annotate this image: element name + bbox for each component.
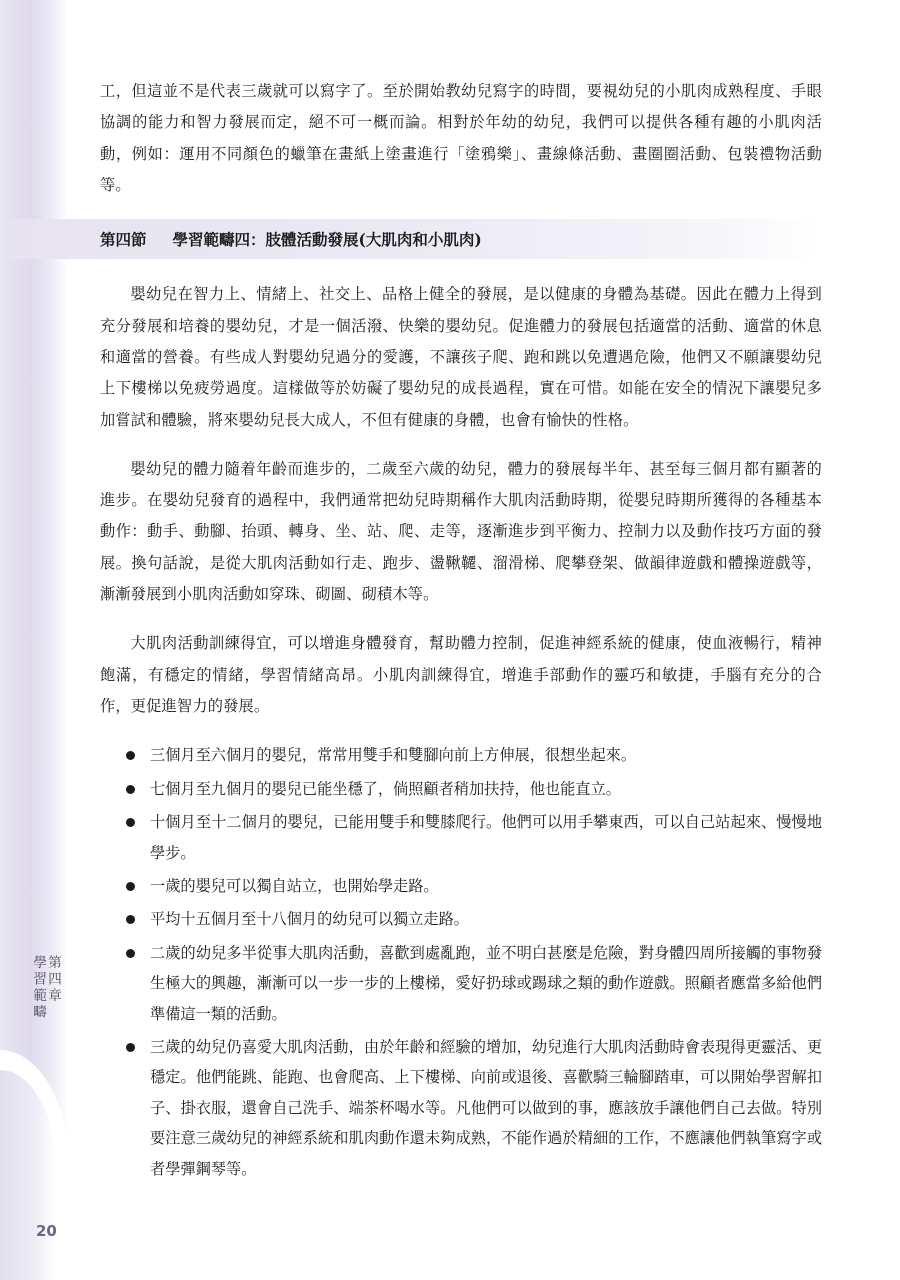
list-item (124, 740, 822, 770)
bullet-dot-icon (126, 785, 135, 794)
bullet-dot-icon (126, 1043, 135, 1052)
intro-paragraph: 工，但這並不是代表三歲就可以寫字了。至於開始教幼兒寫字的時間，要視幼兒的小肌肉成熟程度、手眼協調的能力和智力發展而定，絕不可一概而論。相對於年幼的幼兒，我們可以提供各種有趣的小肌肉活動，例如：運用不同顏色的蠟筆在畫紙上塗畫進行「塗鴉樂」、畫線條活動、畫圈圈活動、包裝禮物活動等。 (100, 82, 822, 194)
list-item (124, 774, 822, 804)
list-item (124, 904, 822, 934)
side-band-curve (0, 1050, 68, 1280)
body-paragraph-3: 大肌肉活動訓練得宜，可以增進身體發育，幫助體力控制，促進神經系統的健康，使血液暢行，精神飽滿，有穩定的情緒，學習情緒高昂。小肌肉訓練得宜，增進手部動作的靈巧和敏捷，手腦有充分的合作，更促進智力的發展。 (100, 634, 822, 715)
section-tag: 第四節 (100, 230, 147, 250)
list-item (124, 938, 822, 1029)
side-band-curve-inner (0, 1070, 56, 1280)
bullet-dot-icon (126, 949, 135, 958)
bullet-dot-icon (126, 915, 135, 924)
list-item-text: 二歲的幼兒多半從事大肌肉活動，喜歡到處亂跑，並不明白甚麼是危險，對身體四周所接觸的事物發生極大的興趣，漸漸可以一步一步的上樓梯，愛好扔球或踢球之類的動作遊戲。照顧者應當多給他們準備這一類的活動。 (150, 943, 822, 1023)
page-number: 20 (36, 1222, 57, 1240)
list-item (124, 871, 822, 901)
list-item-text: 平均十五個月至十八個月的幼兒可以獨立走路。 (150, 910, 469, 929)
list-item-text: 一歲的嬰兒可以獨自站立，也開始學走路。 (150, 876, 439, 895)
chapter-vertical-top: 第四章 (45, 955, 61, 1005)
chapter-vertical-bottom: 學習範疇 (30, 955, 47, 1021)
list-item-text: 三歲的幼兒仍喜愛大肌肉活動，由於年齡和經驗的增加，幼兒進行大肌肉活動時會表現得更靈活、更穩定。他們能跳、能跑、也會爬高、上下樓梯、向前或退後、喜歡騎三輪腳踏車，可以開始學習解扣子、掛衣服，還會自己洗手、端茶杯喝水等。凡他們可以做到的事，應該放手讓他們自己去做。特別要注意三歲幼兒的神經系統和肌肉動作還未夠成熟，不能作過於精細的工作，不應讓他們執筆寫字或者學彈鋼琴等。 (150, 1037, 822, 1178)
chapter-vertical-label (30, 955, 61, 1021)
body-paragraph-2: 嬰幼兒的體力隨着年齡而進步的，二歲至六歲的幼兒，體力的發展每半年、甚至每三個月都有顯著的進步。在嬰幼兒發育的過程中，我們通常把幼兒時期稱作大肌肉活動時期，從嬰兒時期所獲得的各種基本動作：動手、動腳、抬頭、轉身、坐、站、爬、走等，逐漸進步到平衡力、控制力以及動作技巧方面的發展。換句話說，是從大肌肉活動如行走、跑步、盪鞦韆、溜滑梯、爬攀登架、做韻律遊戲和體操遊戲等，漸漸發展到小肌肉活動如穿珠、砌圖、砌積木等。 (100, 459, 822, 604)
bullet-dot-icon (126, 818, 135, 827)
list-item-text: 七個月至九個月的嬰兒已能坐穩了，倘照顧者稍加扶持，他也能直立。 (150, 779, 621, 798)
page-content (100, 76, 822, 1187)
list-item-text: 十個月至十二個月的嬰兒，已能用雙手和雙膝爬行。他們可以用手攀東西，可以自己站起來、慢慢地學步。 (150, 813, 822, 862)
section-title: 學習範疇四：肢體活動發展(大肌肉和小肌肉) (172, 230, 482, 250)
bullet-dot-icon (126, 882, 135, 891)
list-item-text: 三個月至六個月的嬰兒，常常用雙手和雙腳向前上方伸展，很想坐起來。 (150, 746, 636, 765)
section-header (8, 219, 822, 259)
list-item (124, 807, 822, 868)
bullet-dot-icon (126, 751, 135, 760)
list-item (124, 1032, 822, 1184)
body-paragraph-1: 嬰幼兒在智力上、情緒上、社交上、品格上健全的發展，是以健康的身體為基礎。因此在體力上得到充分發展和培養的嬰幼兒，才是一個活潑、快樂的嬰幼兒。促進體力的發展包括適當的活動、適當的休息和適當的營養。有些成人對嬰幼兒過分的愛護，不讓孩子爬、跑和跳以免遭遇危險，他們又不願讓嬰幼兒上下樓梯以免疲勞過度。這樣做等於妨礙了嬰幼兒的成長過程，實在可惜。如能在安全的情況下讓嬰兒多加嘗試和體驗，將來嬰幼兒長大成人，不但有健康的身體，也會有愉快的性格。 (100, 285, 822, 429)
bullet-list (100, 740, 822, 1184)
page-side-band (0, 0, 68, 1280)
